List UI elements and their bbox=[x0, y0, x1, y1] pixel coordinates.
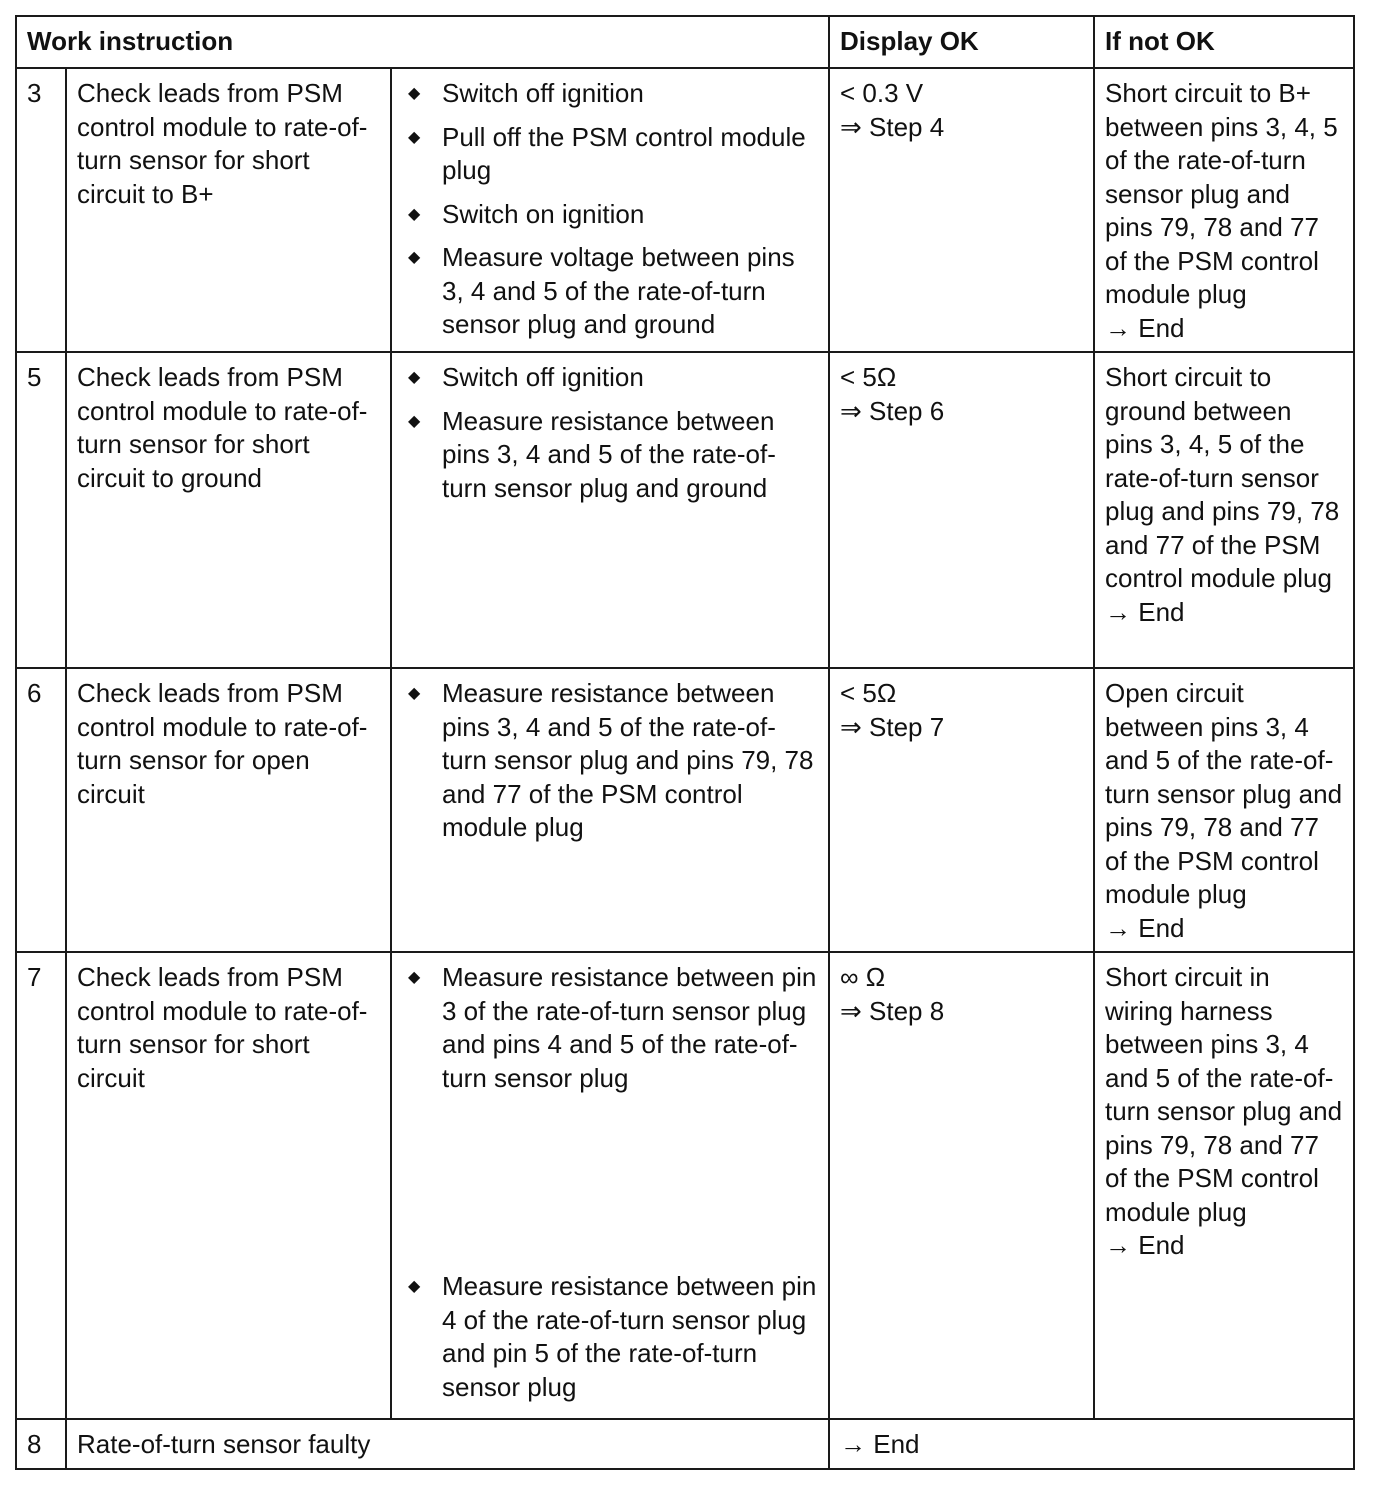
not-ok-next: → End bbox=[1105, 912, 1185, 943]
table-row bbox=[16, 952, 1354, 1419]
step-list-cell bbox=[391, 68, 829, 352]
not-ok-text: Open circuit between pins 3, 4 and 5 of the rate-of-turn sensor plug and pins 79, 78 and 77 of the PSM control module plug bbox=[1105, 678, 1343, 909]
display-next-step: ⇒ Step 4 bbox=[840, 111, 945, 142]
diamond-bullet-icon: ◆ bbox=[408, 685, 421, 702]
step-list bbox=[402, 677, 818, 845]
step-number: 3 bbox=[16, 68, 66, 352]
table-row bbox=[16, 1419, 1354, 1469]
step-text: Measure resistance between pin 3 of the rate-of-turn sensor plug and pins 4 and 5 of the rate-of-turn sensor plug bbox=[442, 962, 817, 1093]
display-next-step: ⇒ Step 8 bbox=[840, 995, 945, 1026]
task-description: Check leads from PSM control module to rate-of-turn sensor for short circuit to ground bbox=[66, 352, 391, 668]
diamond-bullet-icon: ◆ bbox=[408, 369, 421, 386]
step-number: 8 bbox=[16, 1419, 66, 1469]
step-list bbox=[402, 361, 818, 505]
task-description: Check leads from PSM control module to rate-of-turn sensor for open circuit bbox=[66, 668, 391, 952]
step-text: Switch off ignition bbox=[442, 78, 644, 108]
not-ok-text: Short circuit to ground between pins 3, 4, 5 of the rate-of-turn sensor plug and pins 79, 78 and 77 of the PSM control module plug bbox=[1105, 362, 1340, 593]
display-next-step: → End bbox=[829, 1419, 1354, 1469]
task-description: Rate-of-turn sensor faulty bbox=[66, 1419, 829, 1469]
not-ok-cell bbox=[1094, 668, 1354, 952]
not-ok-text: Short circuit to B+ between pins 3, 4, 5 of the rate-of-turn sensor plug and pins 79, 78 and 77 of the PSM control module plug bbox=[1105, 78, 1338, 309]
diamond-bullet-icon: ◆ bbox=[408, 249, 421, 266]
step-text: Measure resistance between pin 4 of the rate-of-turn sensor plug and pin 5 of the rate-of-turn sensor plug bbox=[442, 1271, 817, 1402]
diamond-bullet-icon: ◆ bbox=[408, 1278, 421, 1295]
not-ok-cell bbox=[1094, 352, 1354, 668]
not-ok-text: Short circuit in wiring harness between pins 3, 4 and 5 of the rate-of-turn sensor plug and pins 79, 78 and 77 of the PSM control module plug bbox=[1105, 962, 1343, 1227]
step-text: Switch off ignition bbox=[442, 362, 644, 392]
list-item bbox=[402, 121, 818, 188]
task-description: Check leads from PSM control module to rate-of-turn sensor for short circuit to B+ bbox=[66, 68, 391, 352]
list-item bbox=[402, 405, 818, 506]
step-list bbox=[402, 77, 818, 342]
header-if-not-ok: If not OK bbox=[1094, 16, 1354, 68]
display-value: < 0.3 V bbox=[840, 78, 924, 108]
step-text: Measure resistance between pins 3, 4 and 5 of the rate-of-turn sensor plug and pins 79, 78 and 77 of the PSM control module plug bbox=[442, 678, 814, 842]
diamond-bullet-icon: ◆ bbox=[408, 969, 421, 986]
step-list-cell bbox=[391, 668, 829, 952]
step-text: Switch on ignition bbox=[442, 198, 645, 229]
display-value: < 5Ω bbox=[840, 678, 897, 708]
header-row bbox=[16, 16, 1354, 68]
work-instruction-table bbox=[15, 15, 1355, 1470]
list-item bbox=[402, 1270, 818, 1404]
list-item bbox=[402, 198, 818, 232]
header-work-instruction: Work instruction bbox=[16, 16, 829, 68]
diamond-bullet-icon: ◆ bbox=[408, 128, 421, 146]
table-row bbox=[16, 668, 1354, 952]
display-ok-cell bbox=[829, 952, 1094, 1419]
not-ok-cell bbox=[1094, 952, 1354, 1419]
task-description: Check leads from PSM control module to rate-of-turn sensor for short circuit bbox=[66, 952, 391, 1419]
step-list bbox=[402, 961, 818, 1404]
step-number: 7 bbox=[16, 952, 66, 1419]
display-ok-cell bbox=[829, 352, 1094, 668]
display-ok-cell bbox=[829, 668, 1094, 952]
table-row bbox=[16, 352, 1354, 668]
list-item bbox=[402, 77, 818, 111]
step-text: Measure voltage between pins 3, 4 and 5 of the rate-of-turn sensor plug and ground bbox=[442, 242, 795, 339]
not-ok-next: → End bbox=[1105, 596, 1185, 627]
step-number: 6 bbox=[16, 668, 66, 952]
list-item bbox=[402, 241, 818, 342]
not-ok-next: → End bbox=[1105, 312, 1185, 343]
diamond-bullet-icon: ◆ bbox=[408, 412, 421, 430]
step-number: 5 bbox=[16, 352, 66, 668]
display-value: ∞ Ω bbox=[840, 962, 886, 992]
list-item bbox=[402, 361, 818, 395]
list-item bbox=[402, 961, 818, 1095]
not-ok-cell bbox=[1094, 68, 1354, 352]
step-list-cell bbox=[391, 352, 829, 668]
diamond-bullet-icon: ◆ bbox=[408, 205, 421, 223]
display-ok-cell bbox=[829, 68, 1094, 352]
header-display-ok: Display OK bbox=[829, 16, 1094, 68]
list-item bbox=[402, 677, 818, 845]
step-list-cell bbox=[391, 952, 829, 1419]
not-ok-next: → End bbox=[1105, 1230, 1185, 1260]
table-row bbox=[16, 68, 1354, 352]
step-text: Pull off the PSM control module plug bbox=[442, 121, 806, 185]
display-next-step: ⇒ Step 6 bbox=[840, 395, 945, 426]
diamond-bullet-icon: ◆ bbox=[408, 85, 421, 102]
step-text: Measure resistance between pins 3, 4 and 5 of the rate-of-turn sensor plug and ground bbox=[442, 405, 776, 503]
display-value: < 5Ω bbox=[840, 362, 897, 392]
display-next-step: ⇒ Step 7 bbox=[840, 711, 945, 742]
